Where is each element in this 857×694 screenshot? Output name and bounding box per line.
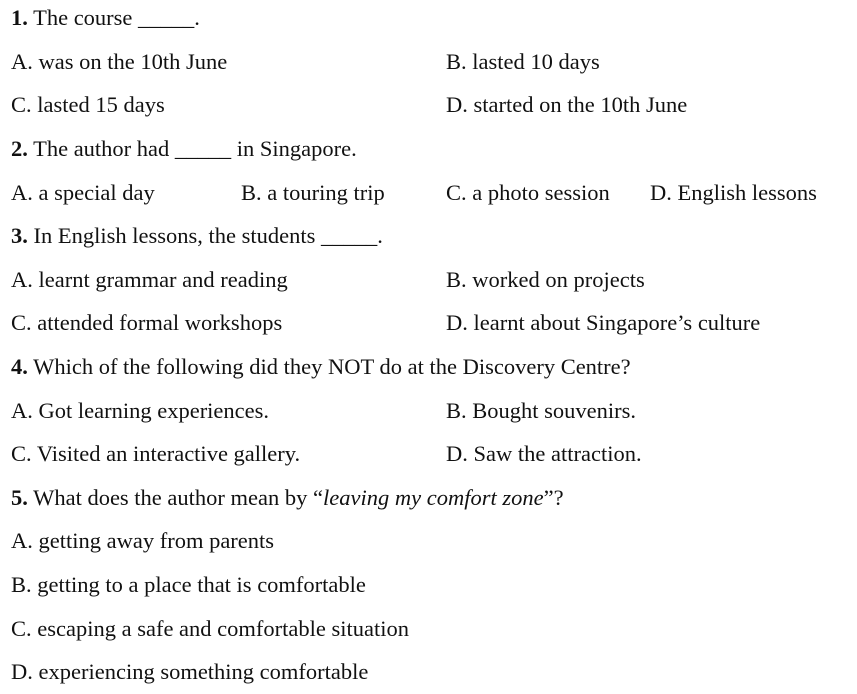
q4-option-d[interactable]: D. Saw the attraction. <box>446 441 642 466</box>
question-text-before: What does the author mean by “ <box>27 485 323 510</box>
question-number: 3. <box>11 223 28 248</box>
q3-option-b[interactable]: B. worked on projects <box>446 267 645 292</box>
q1-option-d[interactable]: D. started on the 10th June <box>446 92 688 117</box>
q3-option-a[interactable]: A. learnt grammar and reading <box>11 267 288 292</box>
question-2-stem <box>11 136 357 162</box>
question-quoted-phrase: leaving my comfort zone <box>323 485 544 510</box>
q4-option-b[interactable]: B. Bought souvenirs. <box>446 398 637 423</box>
question-number: 2. <box>11 136 28 161</box>
q2-option-a[interactable]: A. a special day <box>11 180 155 205</box>
q2-option-d[interactable]: D. English lessons <box>650 180 817 205</box>
question-number: 5. <box>11 485 28 510</box>
question-5-stem <box>11 485 564 511</box>
q2-option-b[interactable]: B. a touring trip <box>241 180 385 205</box>
q1-option-c[interactable]: C. lasted 15 days <box>11 92 165 117</box>
q2-option-c[interactable]: C. a photo session <box>446 180 610 205</box>
question-text: Which of the following did they NOT do at the Discovery Centre? <box>27 354 631 379</box>
q4-option-c[interactable]: C. Visited an interactive gallery. <box>11 441 301 466</box>
q4-option-a[interactable]: A. Got learning experiences. <box>11 398 270 423</box>
question-text: The course _____. <box>27 5 200 30</box>
question-number: 1. <box>11 5 28 30</box>
q5-option-d[interactable]: D. experiencing something comfortable <box>11 659 369 684</box>
q1-option-a[interactable]: A. was on the 10th June <box>11 49 228 74</box>
q5-option-a[interactable]: A. getting away from parents <box>11 528 275 553</box>
question-3-stem <box>11 223 383 249</box>
question-text-after: ”? <box>543 485 564 510</box>
q1-option-b[interactable]: B. lasted 10 days <box>446 49 600 74</box>
q5-option-c[interactable]: C. escaping a safe and comfortable situation <box>11 616 409 641</box>
question-number: 4. <box>11 354 28 379</box>
q3-option-c[interactable]: C. attended formal workshops <box>11 310 283 335</box>
question-text: The author had _____ in Singapore. <box>27 136 357 161</box>
q5-option-b[interactable]: B. getting to a place that is comfortable <box>11 572 366 597</box>
question-4-stem <box>11 354 631 380</box>
question-1-stem <box>11 5 200 31</box>
q3-option-d[interactable]: D. learnt about Singapore’s culture <box>446 310 761 335</box>
question-text: In English lessons, the students _____. <box>27 223 383 248</box>
